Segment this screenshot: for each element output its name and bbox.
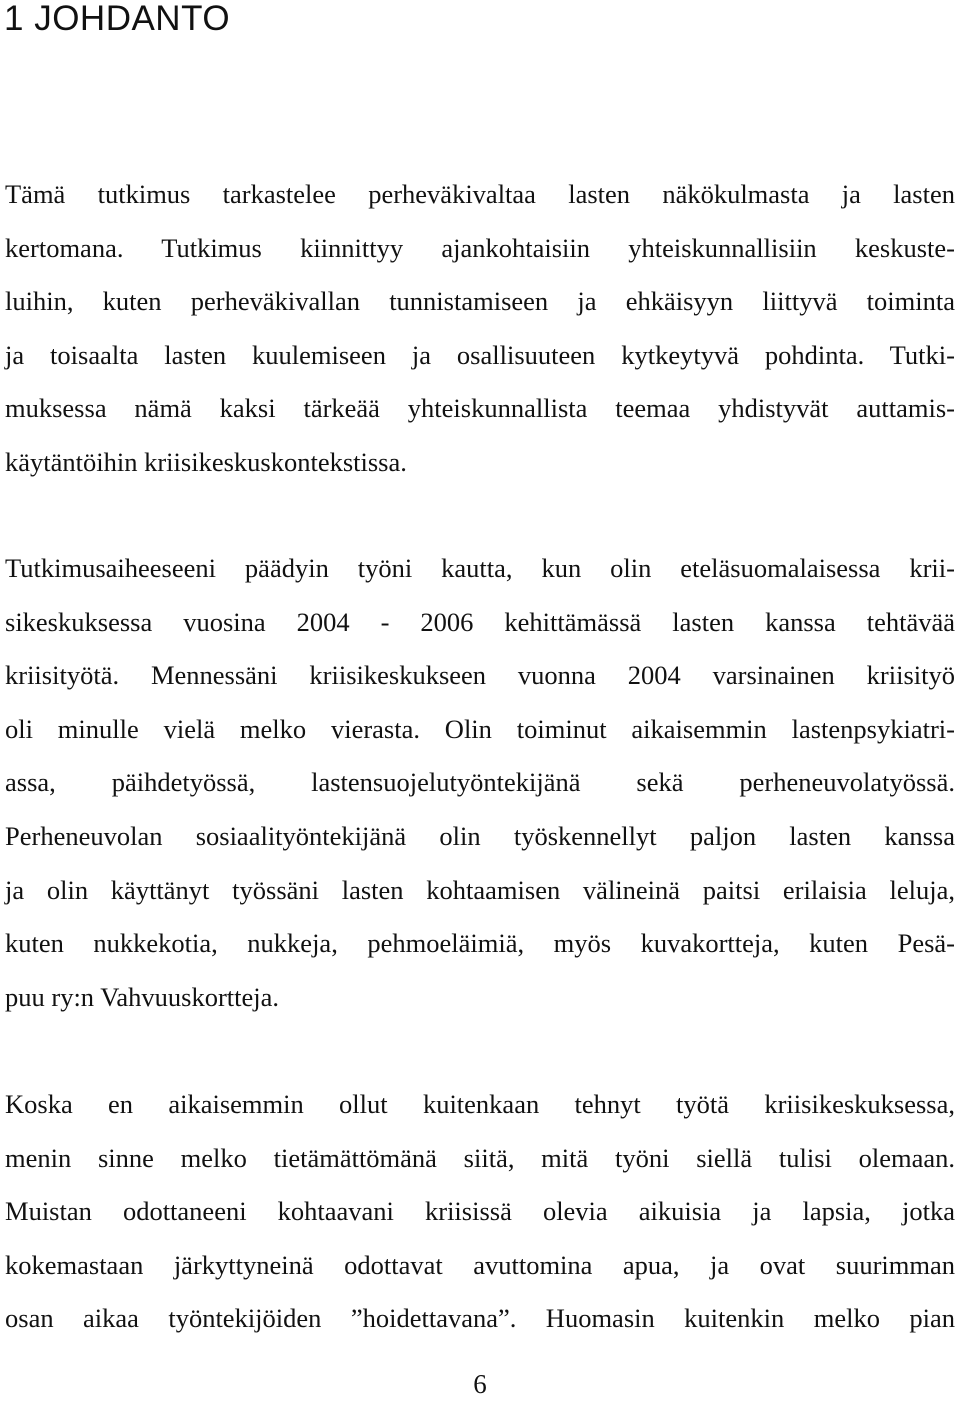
text-line: kertomana. Tutkimus kiinnittyy ajankohtaisiin yhteiskunnallisiin keskuste-: [5, 232, 955, 263]
text-line: Tutkimusaiheeseeni päädyin työni kautta, kun olin eteläsuomalaisessa krii-: [5, 553, 955, 583]
page-number: 6: [473, 1369, 487, 1399]
text-line: osan aikaa työntekijöiden ”hoidettavana”. Huomasin kuitenkin melko pian: [5, 1303, 955, 1334]
text-line: Perheneuvolan sosiaalityöntekijänä olin työskennellyt paljon lasten kanssa: [5, 820, 955, 851]
text-line: Muistan odottaneeni kohtaavani kriisissä olevia aikuisia ja lapsia, jotka: [5, 1196, 955, 1227]
text-line: oli minulle vielä melko vierasta. Olin toiminut aikaisemmin lastenpsykiatri-: [5, 713, 955, 744]
text-line: Koska en aikaisemmin ollut kuitenkaan tehnyt työtä kriisikeskuksessa,: [5, 1089, 955, 1119]
text-line: luihin, kuten perheväkivallan tunnistamiseen ja ehkäisyyn liittyvä toiminta: [5, 286, 955, 317]
text-line: ja toisaalta lasten kuulemiseen ja osallisuuteen kytkeytyvä pohdinta. Tutki-: [5, 339, 955, 370]
text-line: Tämä tutkimus tarkastelee perheväkivaltaa lasten näkökulmasta ja lasten: [5, 179, 955, 209]
text-line: ja olin käyttänyt työssäni lasten kohtaamisen välineinä paitsi erilaisia leluja,: [5, 874, 955, 905]
text-line: käytäntöihin kriisikeskuskontekstissa.: [5, 446, 407, 477]
text-line: kriisityötä. Mennessäni kriisikeskukseen vuonna 2004 varsinainen kriisityö: [5, 660, 955, 691]
text-line: kokemastaan järkyttyneinä odottavat avuttomina apua, ja ovat suurimman: [5, 1249, 955, 1280]
paragraph-2: [5, 542, 955, 1024]
paragraph-3: [5, 1078, 955, 1346]
text-line: muksessa nämä kaksi tärkeää yhteiskunnallista teemaa yhdistyvät auttamis-: [5, 393, 955, 424]
text-line: sikeskuksessa vuosina 2004 - 2006 kehittämässä lasten kanssa tehtävää: [5, 606, 955, 637]
paragraph-1: [5, 168, 955, 490]
text-line: puu ry:n Vahvuuskortteja.: [5, 981, 280, 1012]
chapter-heading: 1 JOHDANTO: [4, 0, 231, 38]
text-line: kuten nukkekotia, nukkeja, pehmoeläimiä, myös kuvakortteja, kuten Pesä-: [5, 928, 955, 959]
text-line: assa, päihdetyössä, lastensuojelutyöntekijänä sekä perheneuvolatyössä.: [5, 767, 955, 798]
text-line: menin sinne melko tietämättömänä siitä, mitä työni siellä tulisi olemaan.: [5, 1142, 955, 1173]
